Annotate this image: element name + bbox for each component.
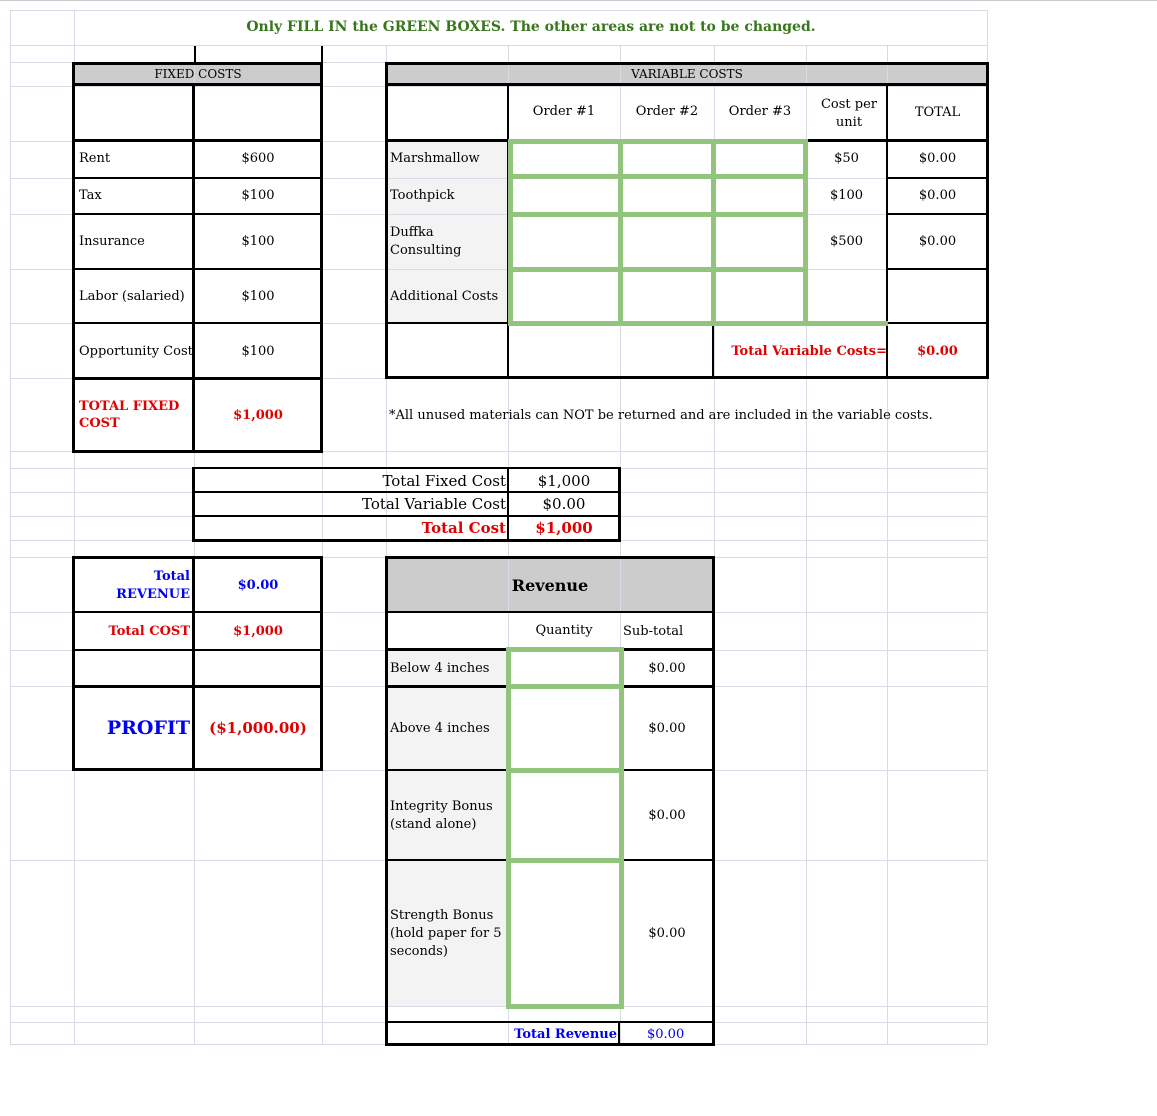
summary-total-label: Total Cost: [421, 519, 506, 537]
input-additional-order-2[interactable]: [618, 267, 716, 326]
profit-cost-label: Total COST: [108, 624, 190, 639]
input-marshmallow-order-3[interactable]: [711, 139, 808, 179]
fixed-value-rent: $600: [241, 151, 275, 166]
total-revenue-value: $0.00: [647, 1027, 685, 1042]
fixed-label-labor: Labor (salaried): [79, 289, 185, 304]
var-label-consulting: Duffka Consulting: [390, 225, 462, 258]
profit-revenue-label: Total REVENUE: [116, 569, 190, 602]
var-unit-consulting: $500: [829, 234, 864, 249]
green-edge: [806, 321, 888, 326]
fixed-label-insurance: Insurance: [79, 234, 145, 249]
revenue-label-above-4: Above 4 inches: [390, 721, 490, 736]
input-additional-order-3[interactable]: [711, 267, 808, 326]
profit-label: PROFIT: [106, 717, 190, 739]
input-consulting-order-2[interactable]: [618, 212, 716, 272]
summary-variable-label: Total Variable Cost: [362, 495, 506, 513]
revenue-quantity-header: Quantity: [535, 623, 593, 638]
revenue-label-below-4: Below 4 inches: [390, 661, 490, 676]
fixed-value-insurance: $100: [241, 234, 275, 249]
var-total-marshmallow: $0.00: [918, 151, 957, 166]
revenue-label-integrity: Integrity Bonus (stand alone): [390, 799, 493, 832]
header-order-1: Order #1: [532, 104, 596, 119]
input-quantity-above-4[interactable]: [506, 684, 624, 773]
fixed-label-tax: Tax: [79, 188, 102, 203]
summary-total-value: $1,000: [535, 519, 593, 537]
total-variable-costs-label: Total Variable Costs=: [731, 344, 887, 359]
header-order-3: Order #3: [728, 104, 792, 119]
revenue-label-strength: Strength Bonus (hold paper for 5 seconds): [390, 908, 502, 959]
input-consulting-order-3[interactable]: [711, 212, 808, 272]
var-label-marshmallow: Marshmallow: [390, 151, 480, 166]
header-total: TOTAL: [914, 105, 961, 120]
var-label-additional: Additional Costs: [390, 289, 499, 304]
fixed-label-opportunity: Opportunity Cost: [79, 344, 193, 359]
revenue-title: Revenue: [511, 576, 589, 595]
total-fixed-cost-label: TOTAL FIXED COST: [79, 399, 180, 431]
fixed-value-opportunity: $100: [241, 344, 275, 359]
input-consulting-order-1[interactable]: [508, 212, 623, 272]
var-total-consulting: $0.00: [918, 234, 957, 249]
summary-fixed-value: $1,000: [537, 472, 591, 490]
revenue-subtotal-below-4: $0.00: [648, 661, 686, 676]
fixed-value-tax: $100: [241, 188, 275, 203]
summary-fixed-label: Total Fixed Cost: [382, 472, 506, 490]
var-total-toothpick: $0.00: [918, 188, 957, 203]
revenue-subtotal-integrity: $0.00: [648, 808, 686, 823]
profit-revenue-value: $0.00: [237, 578, 279, 593]
input-toothpick-order-1[interactable]: [508, 174, 623, 217]
variable-costs-title: VARIABLE COSTS: [631, 67, 743, 81]
revenue-subtotal-above-4: $0.00: [648, 721, 686, 736]
summary-variable-value: $0.00: [542, 495, 586, 513]
total-fixed-cost-value: $1,000: [233, 408, 283, 423]
profit-value: ($1,000.00): [209, 719, 307, 737]
fixed-value-labor: $100: [241, 289, 275, 304]
var-unit-marshmallow: $50: [834, 151, 859, 166]
input-quantity-integrity[interactable]: [506, 768, 624, 863]
instruction-text: Only FILL IN the GREEN BOXES. The other areas are not to be changed.: [246, 19, 816, 35]
fixed-costs-title: FIXED COSTS: [154, 67, 242, 81]
input-quantity-strength[interactable]: [506, 858, 624, 1009]
input-toothpick-order-2[interactable]: [618, 174, 716, 217]
header-order-2: Order #2: [635, 104, 699, 119]
fixed-label-rent: Rent: [79, 151, 111, 166]
var-unit-toothpick: $100: [829, 188, 864, 203]
var-label-toothpick: Toothpick: [390, 188, 455, 203]
total-variable-costs-value: $0.00: [917, 344, 958, 359]
input-additional-order-1[interactable]: [508, 267, 623, 326]
input-marshmallow-order-2[interactable]: [618, 139, 716, 179]
unused-materials-note: *All unused materials can NOT be returned and are included in the variable costs.: [389, 408, 933, 423]
total-revenue-label: Total Revenue: [514, 1027, 617, 1042]
input-quantity-below-4[interactable]: [506, 647, 624, 689]
input-toothpick-order-3[interactable]: [711, 174, 808, 217]
header-cost-per-unit: Cost per unit: [820, 97, 878, 130]
input-marshmallow-order-1[interactable]: [508, 139, 623, 179]
revenue-subtotal-strength: $0.00: [648, 926, 686, 941]
profit-cost-value: $1,000: [233, 624, 283, 639]
top-border: [0, 0, 1157, 1]
revenue-subtotal-header: Sub-total: [623, 624, 684, 639]
